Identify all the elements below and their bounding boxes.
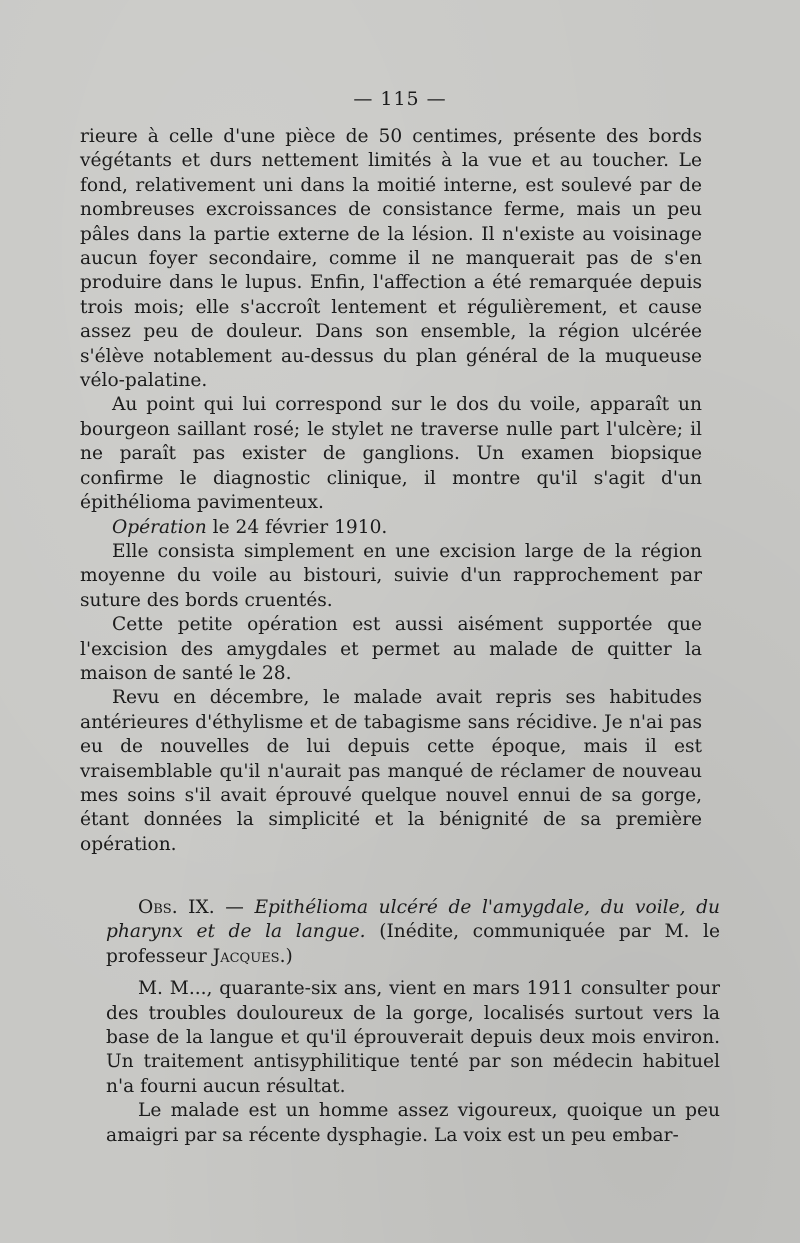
note-end: .) xyxy=(279,945,293,967)
operation-label: Opération xyxy=(112,516,207,538)
page-number: — 115 — xyxy=(353,88,447,110)
paragraph: Le malade est un homme assez vigoureux, quoique un peu amaigri par sa récente dysphagie. La voix est un peu embar- xyxy=(106,1100,720,1146)
operation-line xyxy=(80,516,702,540)
observation-title: Epithélioma ulcéré de l'amygdale, du voile, du pharynx et de la langue. xyxy=(106,897,720,943)
observation-heading xyxy=(106,896,720,969)
paragraph: Elle consista simplement en une excision large de la région moyenne du voile au bistouri, suivie d'un rapprochement par suture des bords cruentés. xyxy=(80,540,702,611)
professor-name: Jacques xyxy=(212,945,280,967)
paragraph: Cette petite opération est aussi aisément supportée que l'excision des amygdales et permet au malade de quitter la maison de santé le 28. xyxy=(80,614,702,684)
observation-note: (Inédite, communiquée par M. le professeur xyxy=(106,921,720,967)
paragraph: rieure à celle d'une pièce de 50 centimes, présente des bords végétants et durs nettement limités à la vue et au toucher. Le fond, relativement uni dans la moitié interne, est soulevé par de nombreuses excroissances de consistance ferme, mais un peu pâles dans la partie externe de la lésion. Il n'existe au voisinage aucun foyer secondaire, comme il ne manquerait pas de s'en produire dans le lupus. Enfin, l'affection a été remarquée depuis trois mois; elle s'accroît lentement et régulièrement, et cause assez peu de douleur. Dans son ensemble, la région ulcérée s'élève notablement au-dessus du plan général de la muqueuse vélo-palatine. xyxy=(80,126,702,392)
operation-date: le 24 février 1910. xyxy=(212,516,388,538)
heading-dash: — xyxy=(225,897,244,918)
paragraph: M. M..., quarante-six ans, vient en mars 1911 consulter pour des troubles douloureux de la gorge, localisés surtout vers la base de la langue et qu'il éprouverait depuis deux mois environ. Un traitement antisyphilitique tenté par son médecin habituel n'a fourni aucun résultat. xyxy=(106,978,720,1097)
case-continuation xyxy=(80,125,702,857)
observation-label: Obs. IX. xyxy=(138,897,215,918)
observation-ix xyxy=(106,896,720,1148)
paragraph: Au point qui lui correspond sur le dos du voile, apparaît un bourgeon saillant rosé; le stylet ne traverse nulle part l'ulcère; il ne paraît pas exister de ganglions. Un examen biopsique confirme le diagnostic clinique, il montre qu'il s'agit d'un épithélioma pavimenteux. xyxy=(80,394,702,514)
paragraph: Revu en décembre, le malade avait repris ses habitudes antérieures d'éthylisme et de tabagisme sans récidive. Je n'ai pas eu de nouvelles de lui depuis cette époque, mais il est vraisemblable qu'il n'aurait pas manqué de réclamer de nouveau mes soins s'il avait éprouvé quelque nouvel ennui de sa gorge, étant données la simplicité et la bénignité de sa première opération. xyxy=(80,687,702,855)
